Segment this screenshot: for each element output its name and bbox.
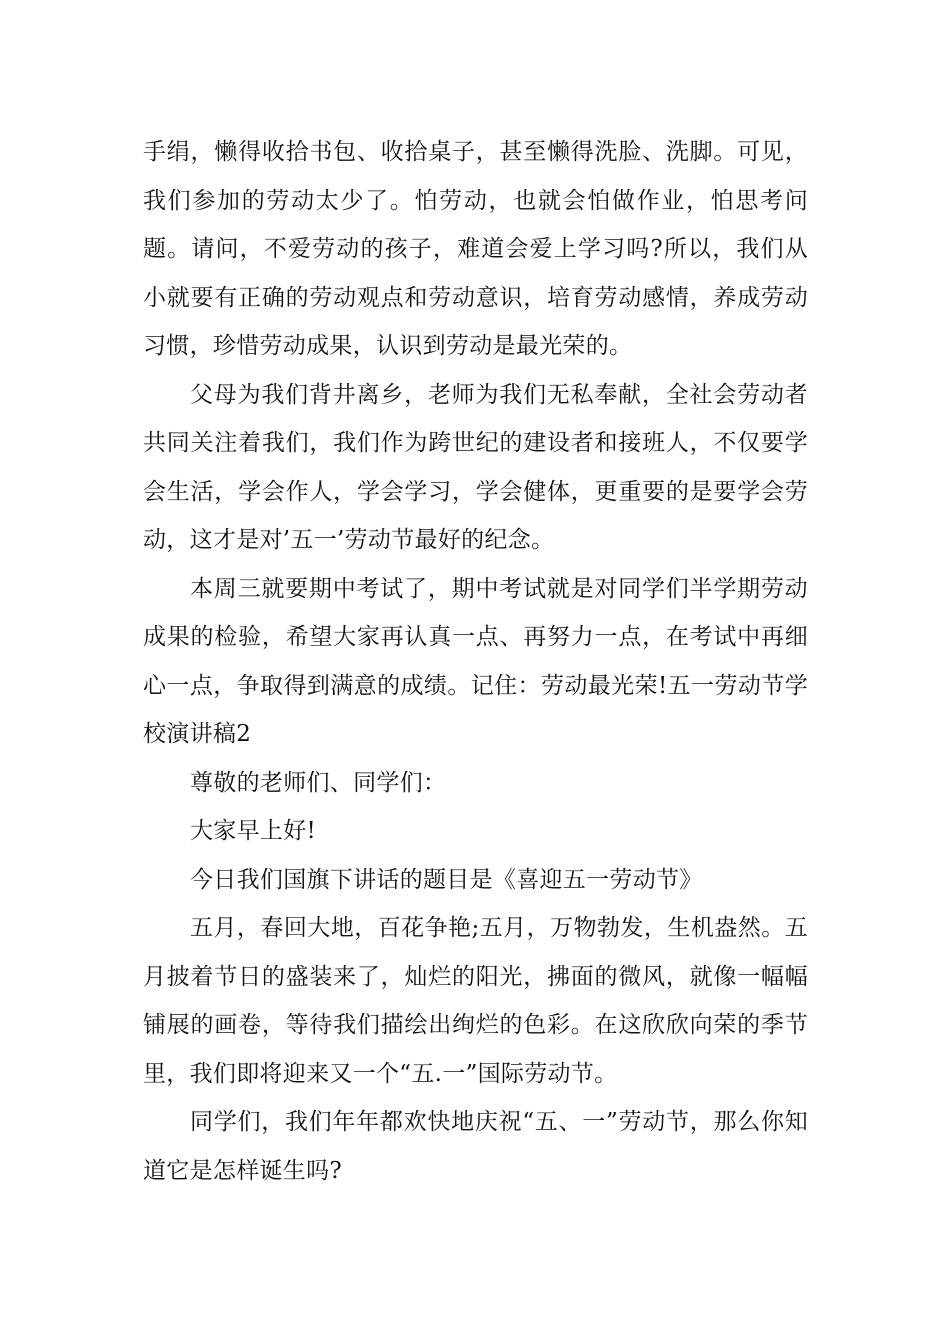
document-body	[143, 128, 808, 1195]
speech-topic: 今日我们国旗下讲话的题目是《喜迎五一劳动节》	[190, 866, 703, 893]
greeting: 大家早上好!	[190, 818, 317, 844]
paragraph-8: 同学们，我们年年都欢快地庆祝“五、一”劳动节，那么你知道它是怎样诞生吗?	[143, 1109, 808, 1184]
paragraph-7: 五月，春回大地，百花争艳;五月，万物勃发，生机盎然。五月披着节日的盛装来了，灿烂的阳光，拂面的微风，就像一幅幅铺展的画卷，等待我们描绘出绚烂的色彩。在这欣欣向荣的季节里，我们即将迎来又一个“五.一”国际劳动节。	[143, 915, 808, 1087]
paragraph-1: 手绢，懒得收拾书包、收拾桌子，甚至懒得洗脸、洗脚。可见，我们参加的劳动太少了。怕劳动，也就会怕做作业，怕思考问题。请问，不爱劳动的孩子，难道会爱上学习吗?所以，我们从小就要有正确的劳动观点和劳动意识，培育劳动感情，养成劳动习惯，珍惜劳动成果，认识到劳动是最光荣的。	[143, 139, 808, 359]
paragraph-2: 父母为我们背井离乡，老师为我们无私奉献，全社会劳动者共同关注着我们，我们作为跨世纪的建设者和接班人，不仅要学会生活，学会作人，学会学习，学会健体，更重要的是要学会劳动，这才是对’五一’劳动节最好的纪念。	[143, 381, 808, 553]
paragraph-3: 本周三就要期中考试了，期中考试就是对同学们半学期劳动成果的检验，希望大家再认真一点、再努力一点，在考试中再细心一点，争取得到满意的成绩。记住：劳动最光荣!五一劳动节学校演讲稿2	[143, 575, 808, 747]
salutation: 尊敬的老师们、同学们：	[190, 769, 447, 796]
